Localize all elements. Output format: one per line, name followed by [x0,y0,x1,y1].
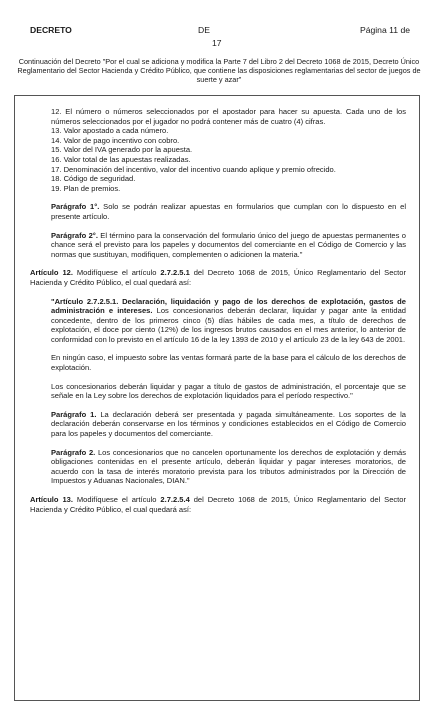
list-item: 17. Denominación del incentivo, valor del incentivo cuando aplique y premio ofrecido. [51,164,336,174]
article-2-7-2-5-1: "Artículo 2.7.2.5.1. Declaración, liquidación y pago de los derechos de explotación, gastos de administración e intereses. Los concesionarios deberán declarar, liquidar y pagar ante la entidad concedente, dentro de los primeros cinco (5) días hábiles de cada mes, a título de derechos de explotación, el doce por ciento (12%) de los ingresos brutos causados en el mes anterior, lo anterior de conformidad con lo previsto en el artículo 16 de la ley 1393 de 2010 y el artículo 23 de la ley 643 de 2001. [51,296,406,344]
paragraph-2b-label: Parágrafo 2. [51,447,96,457]
paragraph-1-label: Parágrafo 1°. [51,202,100,212]
list-item: 19. Plan de premios. [51,183,121,193]
paragraph-1b: Parágrafo 1. La declaración deberá ser presentada y pagada simultáneamente. Los soportes de la declaración deberán conservarse en los términos y condiciones establecidos en el Código de Comercio para los papeles y documentos del comerciante. [51,409,406,439]
header-de: DE [198,25,210,35]
article-12-label: Artículo 12. [30,268,73,278]
requirements-list [51,107,406,259]
header-decreto: DECRETO [30,25,72,35]
paragraph-2-label: Parágrafo 2°. [51,230,98,240]
list-item: 15. Valor del IVA generado por la apuesta. [51,145,193,155]
paragraph-2-text: El término para la conservación del formulario único del juego de apuestas permanentes o chance será el previsto para los papeles y documentos del comerciante en el Código de Comercio y las normas que sustituyan, modifiquen, complementen o adicionen la materia." [51,230,406,259]
article-13: Artículo 13. Modifíquese el artículo 2.7.2.5.4 del Decreto 1068 de 2015, Único Reglamentario del Sector Hacienda y Crédito Público, el cual quedará así: [30,495,406,514]
list-item: 12. El número o números seleccionados por el apostador para hacer su apuesta. Cada uno de los números seleccionados por el jugador no podrá contener más de cuatro (4) cifras. [51,107,406,126]
header-page-total: 17 [212,38,222,48]
paragraph-2b: Parágrafo 2. Los concesionarios que no cancelen oportunamente los derechos de explotación y demás obligaciones contenidas en el presente artículo, deberán liquidar y pagar intereses moratorios, de acuerdo con la tasa de interés moratorio prevista para los tributos administrados por la Dirección de Impuestos y Aduanas Nacionales, DIAN." [51,447,407,486]
document-body [30,107,406,514]
article-12-ref: 2.7.2.5.1 [160,268,190,278]
article-12: Artículo 12. Modifíquese el artículo 2.7.2.5.1 del Decreto 1068 de 2015, Único Reglamentario del Sector Hacienda y Crédito Público, el cual quedará así: [30,268,406,287]
paragraph-1 [51,202,406,221]
article-13-label: Artículo 13. [30,495,73,504]
paragraph-2 [51,231,406,260]
paragraph-1-text: Solo se podrán realizar apuestas en formularios que cumplan con lo dispuesto en el presente artículo. [51,202,406,221]
paragraph-impuesto: En ningún caso, el impuesto sobre las ventas formará parte de la base para el cálculo de los derechos de explotación. [51,353,406,373]
article-2-7-2-5-1-title: "Artículo 2.7.2.5.1. Declaración, liquidación y pago de los derechos de explotación, gastos de administración e intereses. [51,296,406,316]
list-item: 13. Valor apostado a cada número. [51,126,169,136]
list-item: 16. Valor total de las apuestas realizadas. [51,154,191,164]
continuation-title: Continuación del Decreto "Por el cual se adiciona y modifica la Parte 7 del Libro 2 del Decreto 1068 de 2015, Decreto Único Reglamentario del Sector Hacienda y Crédito Público, que contiene las disposiciones reglamentarias del sector de juegos de suerte y azar" [17,57,421,85]
page-header [30,22,410,52]
list-item: 14. Valor de pago incentivo con cobro. [51,135,180,145]
paragraph-gastos: Los concesionarios deberán liquidar y pagar a título de gastos de administración, el porcentaje que se señale en la Ley sobre los derechos de explotación liquidados para el período respectivo." [51,381,406,401]
paragraph-1b-label: Parágrafo 1. [51,409,97,419]
article-13-ref: 2.7.2.5.4 [160,495,190,504]
list-item: 18. Código de seguridad. [51,174,136,184]
header-page-number: Página 11 de [359,25,410,35]
